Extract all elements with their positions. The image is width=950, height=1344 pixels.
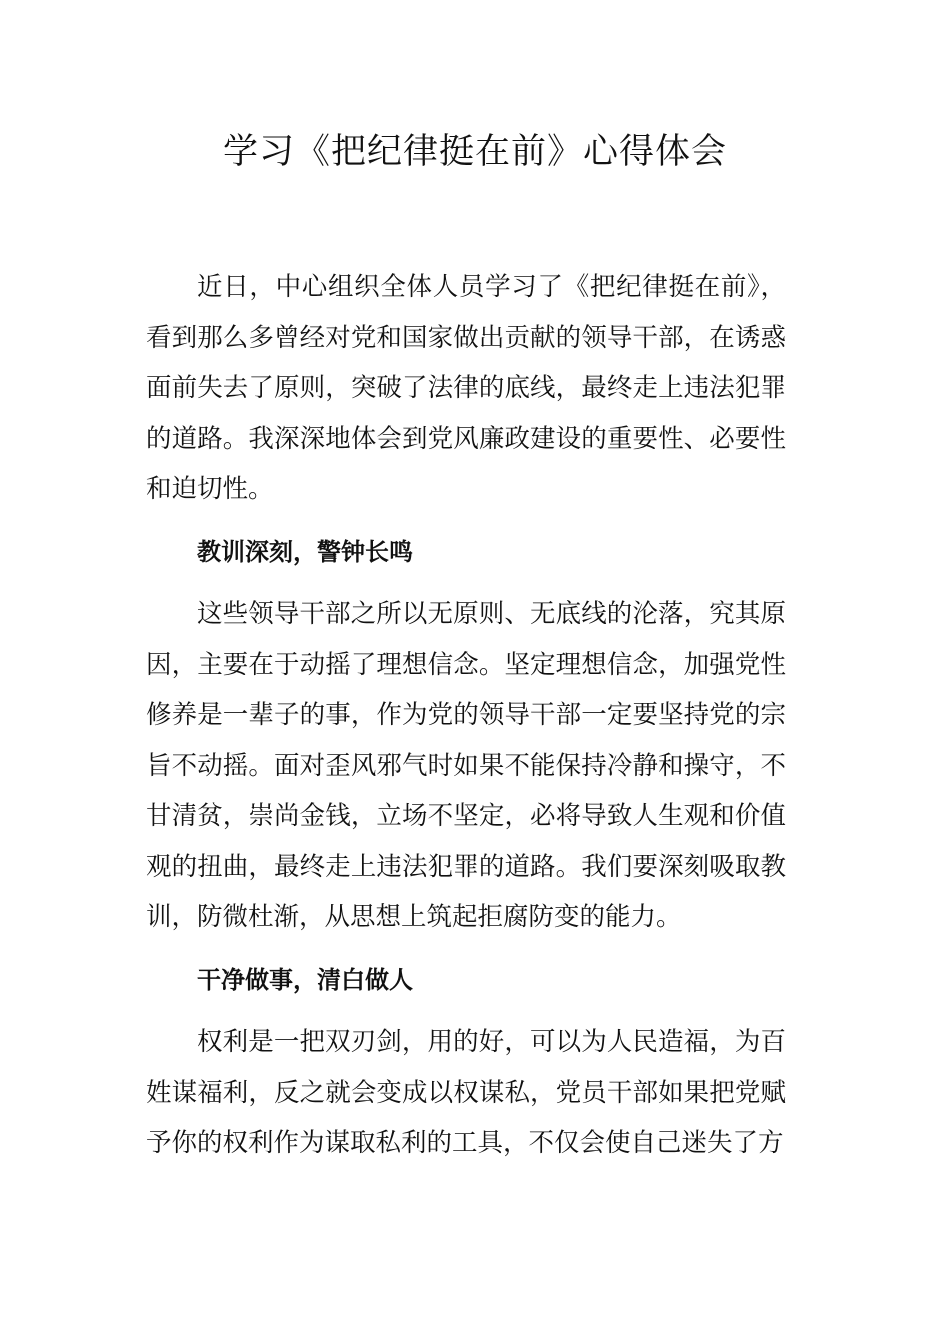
paragraph-intro: 近日，中心组织全体人员学习了《把纪律挺在前》，看到那么多曾经对党和国家做出贡献的领导干部，在诱惑面前失去了原则，突破了法律的底线，最终走上违法犯罪的道路。我深深地体会到党风廉政建设的重要性、必要性和迫切性。	[146, 272, 786, 504]
document-title: 学习《把纪律挺在前》心得体会	[222, 132, 727, 172]
section-heading-integrity: 干净做事，清白做人	[197, 965, 413, 994]
paragraph-power: 权利是一把双刃剑，用的好，可以为人民造福，为百姓谋福利，反之就会变成以权谋私，党员干部如果把党赋予你的权利作为谋取私利的工具，不仅会使自己迷失了方	[146, 1027, 786, 1158]
section-heading-lessons: 教训深刻，警钟长鸣	[197, 537, 413, 566]
paragraph-lessons: 这些领导干部之所以无原则、无底线的沦落，究其原因，主要在于动摇了理想信念。坚定理想信念，加强党性修养是一辈子的事，作为党的领导干部一定要坚持党的宗旨不动摇。面对歪风邪气时如果不能保持冷静和操守，不甘清贫，崇尚金钱，立场不坚定，必将导致人生观和价值观的扭曲，最终走上违法犯罪的道路。我们要深刻吸取教训，防微杜渐，从思想上筑起拒腐防变的能力。	[146, 599, 786, 932]
document-body	[146, 262, 786, 1169]
